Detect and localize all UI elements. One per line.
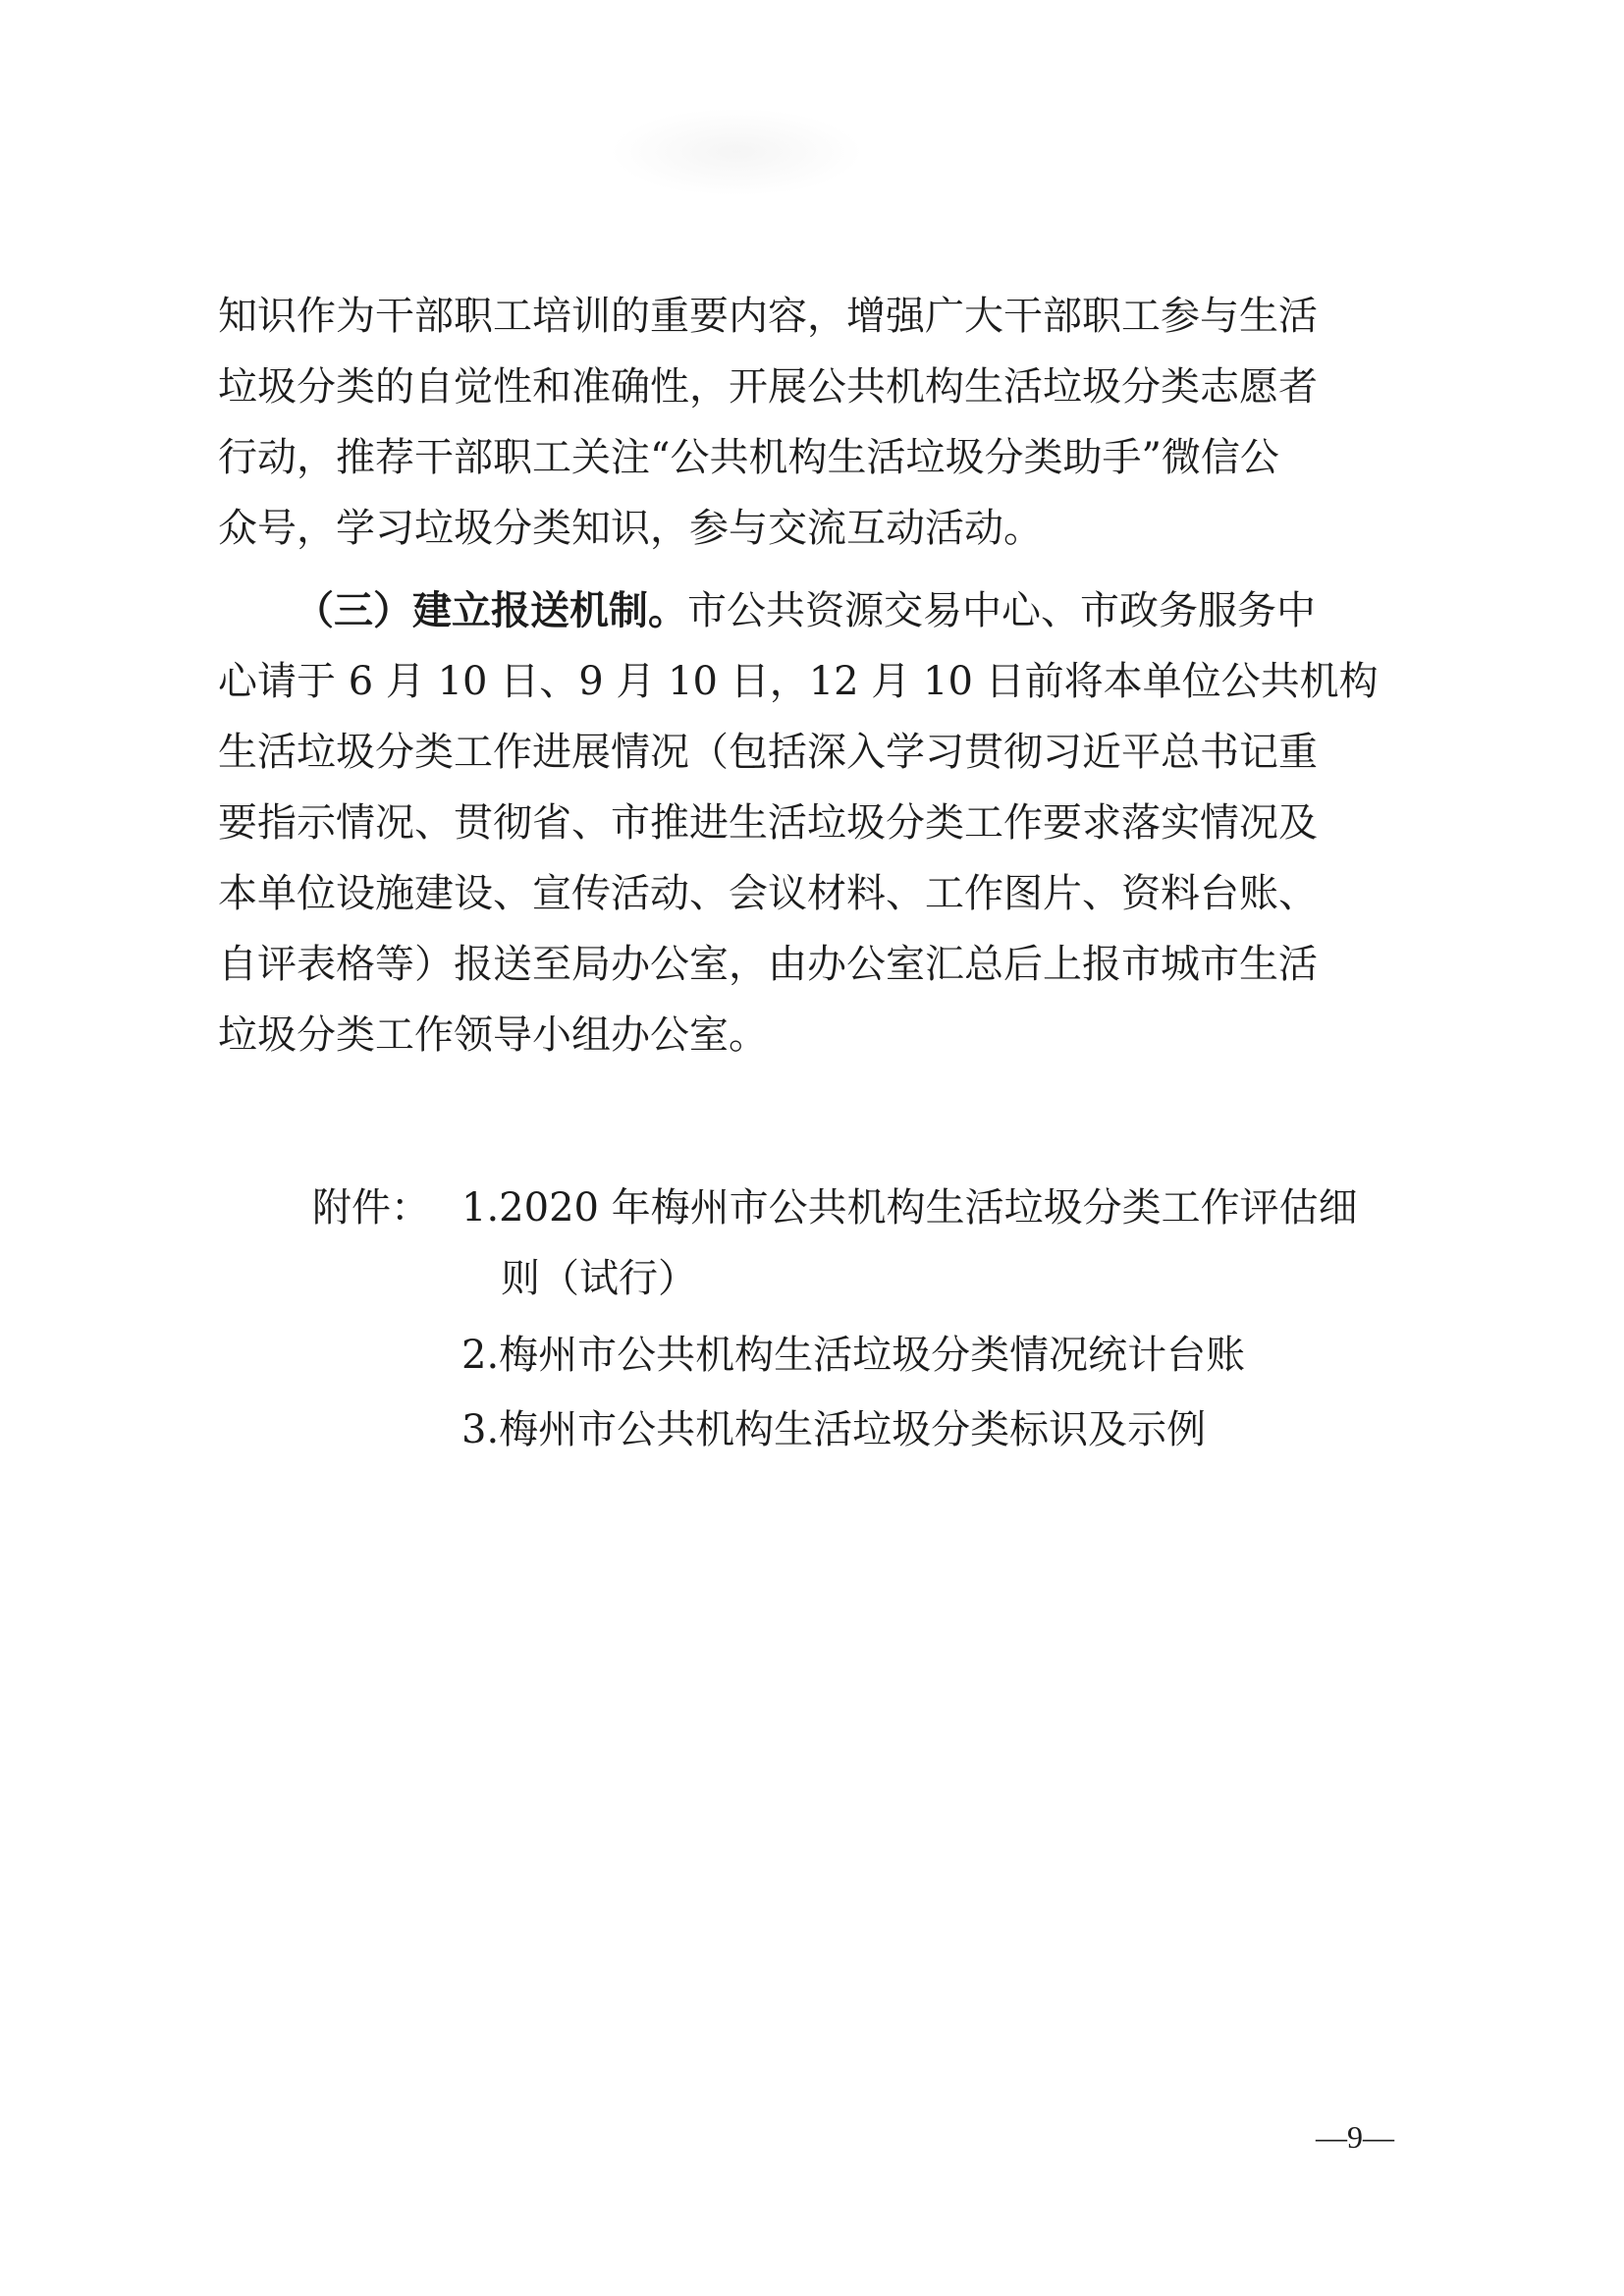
paragraph-line: 垃圾分类的自觉性和准确性，开展公共机构生活垃圾分类志愿者 xyxy=(218,364,1318,410)
paragraph-line: 自评表格等）报送至局办公室，由办公室汇总后上报市城市生活 xyxy=(218,942,1318,987)
scan-smudge xyxy=(609,108,864,196)
paragraph-text: 市公共资源交易中心、市政务服务中 xyxy=(687,588,1316,633)
paragraph-line: 垃圾分类工作领导小组办公室。 xyxy=(218,1012,768,1058)
attachment-item: 2.梅州市公共机构生活垃圾分类情况统计台账 xyxy=(461,1333,1246,1378)
paragraph-line: 众号，学习垃圾分类知识，参与交流互动活动。 xyxy=(218,506,1043,551)
section-heading: （三）建立报送机制。 xyxy=(295,587,687,633)
paragraph-line: 生活垃圾分类工作进展情况（包括深入学习贯彻习近平总书记重 xyxy=(218,730,1318,775)
attachment-item: 3.梅州市公共机构生活垃圾分类标识及示例 xyxy=(461,1407,1207,1452)
paragraph-line: 要指示情况、贯彻省、市推进生活垃圾分类工作要求落实情况及 xyxy=(218,800,1318,846)
attachments-label: 附件： xyxy=(312,1185,430,1230)
section-heading-line xyxy=(295,587,1316,634)
paragraph-line: 本单位设施建设、宣传活动、会议材料、工作图片、资料台账、 xyxy=(218,871,1318,916)
page-number: —9— xyxy=(1316,2119,1394,2155)
paragraph-line: 心请于 6 月 10 日、9 月 10 日，12 月 10 日前将本单位公共机构 xyxy=(218,659,1379,704)
paragraph-line: 知识作为干部职工培训的重要内容，增强广大干部职工参与生活 xyxy=(218,294,1318,339)
paragraph-line: 行动，推荐干部职工关注“公共机构生活垃圾分类助手”微信公 xyxy=(218,435,1279,480)
attachment-item: 1.2020 年梅州市公共机构生活垃圾分类工作评估细 xyxy=(461,1185,1358,1230)
attachment-item-continued: 则（试行） xyxy=(501,1256,697,1301)
